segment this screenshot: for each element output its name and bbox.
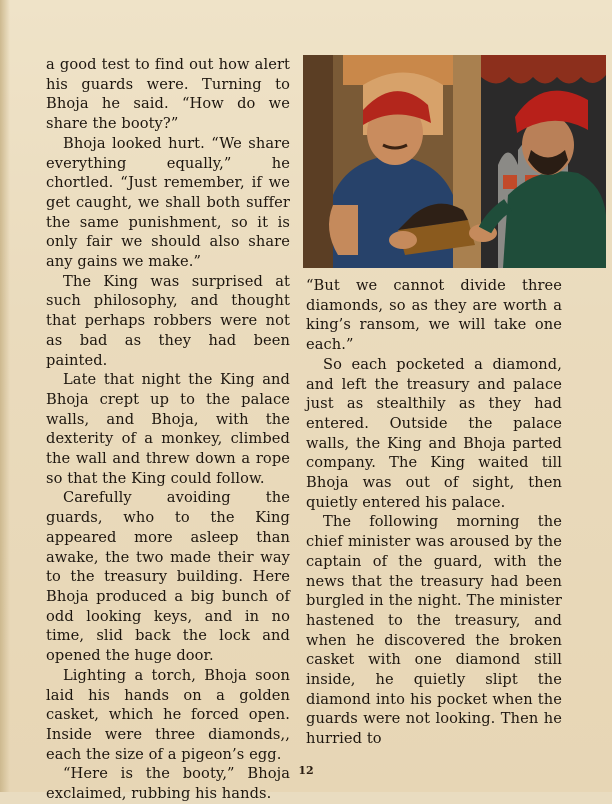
paragraph-2: Bhoja looked hurt. “We share everything equally,” he chortled. “Just remember, if we get caught, we shall both suffer the same punishment, so it is only fair we should also share any gains we make.” <box>46 134 290 271</box>
paragraph-1: a good test to find out how alert his guards were. Turning to Bhoja he said. “How do we share the booty?” <box>46 56 290 133</box>
paragraph-9: So each pocketed a diamond, and left the treasury and palace just as stealthily as they had entered. Outside the palace walls, the King and Bhoja parted company. The King waited till Bhoja was out of sight, then quietly entered his palace. <box>306 355 562 511</box>
story-illustration <box>303 55 606 268</box>
paragraph-6: Lighting a torch, Bhoja soon laid his hands on a golden casket, which he forced open. Inside were three diamonds,, each the size of a pigeon’s egg. <box>46 666 290 763</box>
bhoja-hand <box>389 231 417 249</box>
paragraph-10: The following morning the chief minister was aroused by the captain of the guard, with the news that the treasury had been burgled in the night. The minister hastened to the treasury, and when he discovered the broken casket with one diamond still inside, he quietly slipt the diamond into his pocket when the guards were not looking. Then he hurried to <box>306 513 562 748</box>
curtain-valance <box>481 55 606 84</box>
left-pillar <box>303 55 333 268</box>
page-number: 12 <box>298 764 314 777</box>
left-text-column <box>46 55 290 804</box>
paragraph-7: “Here is the booty,” Bhoja exclaimed, rubbing his hands. <box>46 765 290 803</box>
paragraph-5: Carefully avoiding the guards, who to the King appeared more asleep than awake, the two made their way to the treasury building. Here Bhoja produced a big bunch of odd looking keys, and in no time, slid back the lock and opened the huge door. <box>46 489 290 665</box>
right-text-column <box>306 276 562 749</box>
paragraph-3: The King was surprised at such philosophy, and thought that perhaps robbers were not as bad as they had been painted. <box>46 272 290 369</box>
illustration-artwork <box>303 55 606 268</box>
paragraph-4: Late that night the King and Bhoja crept up to the palace walls, and Bhoja, with the dexterity of a monkey, climbed the wall and threw down a rope so that the King could follow. <box>46 371 290 487</box>
paragraph-8: “But we cannot divide three diamonds, so as they are worth a king’s ransom, we will take one each.” <box>306 277 562 354</box>
palace-window-1 <box>503 175 517 189</box>
page-edge-shadow <box>0 0 10 792</box>
